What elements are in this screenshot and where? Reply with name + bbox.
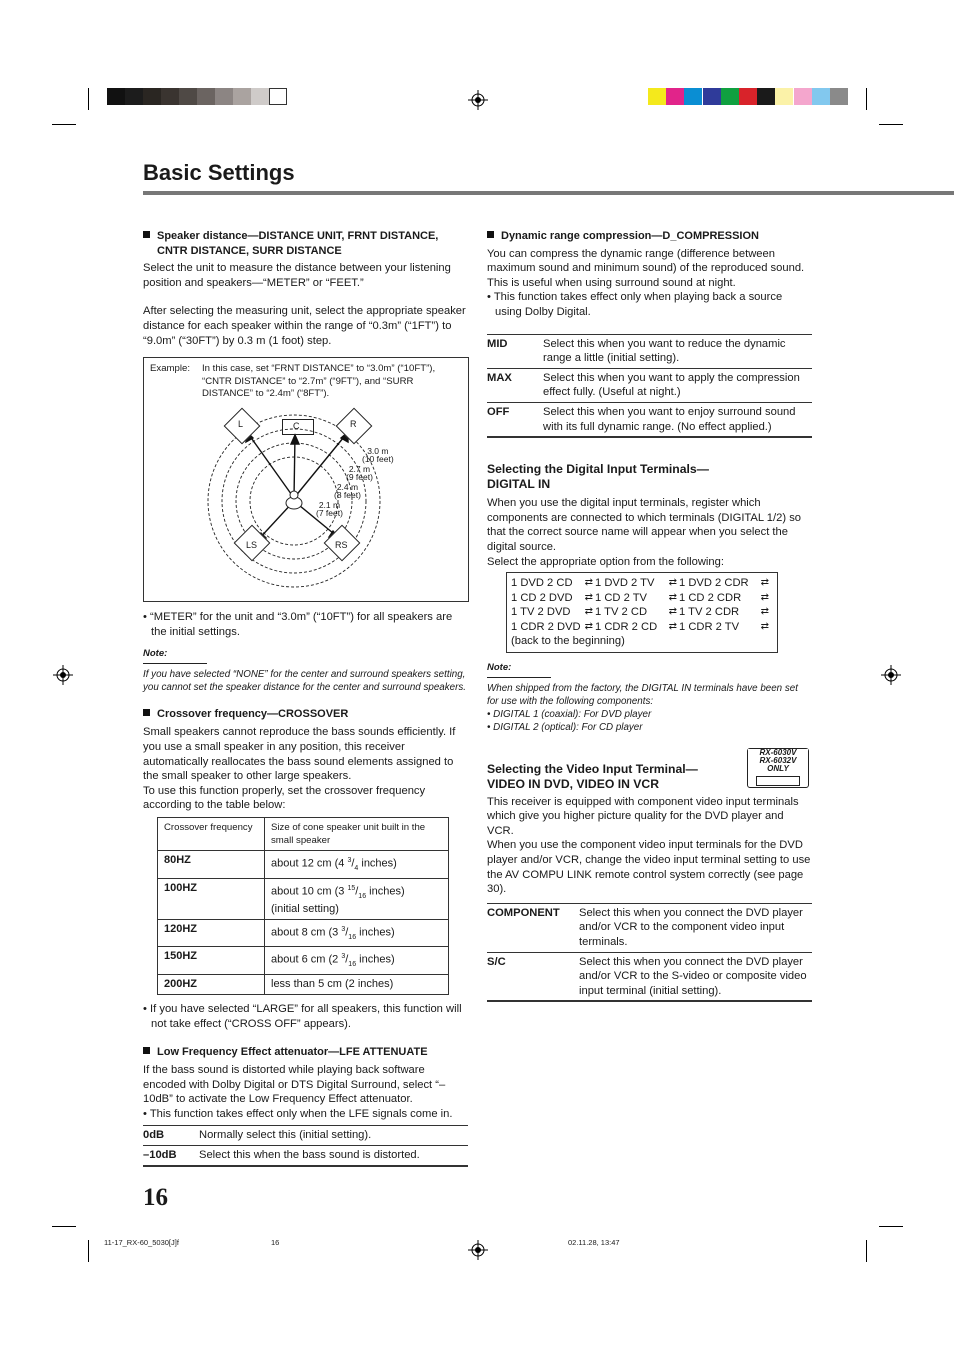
gray-swatch — [269, 88, 287, 105]
dynamic-range-table — [487, 334, 812, 439]
gray-swatch — [251, 88, 269, 105]
option-item: 1 CD 2 DVD — [511, 591, 573, 604]
option-item: 1 CD 2 CDR — [679, 591, 742, 604]
cycle-arrow-icon: ⇄ — [584, 606, 593, 618]
speaker-distance-para2: After selecting the measuring unit, select the appropriate speaker distance for each speaker within the range of “0.3m” (“1FT”) to “9.0m” (“30FT”) by 0.3 m (1 foot) step. — [143, 305, 466, 347]
gray-swatch — [179, 88, 197, 105]
lfe-heading: Low Frequency Effect attenuator—LFE ATTENUATE — [143, 1045, 468, 1060]
cycle-arrow-icon: ⇄ — [668, 606, 677, 618]
video-in-para: This receiver is equipped with component video input terminals which give you higher picture quality for the DVD player and VCR. When you use the component video input terminals for the DVD player and/or VCR, change the video input terminal setting to use the AV COMPU LINK remote control system correctly (see page 30). — [487, 795, 811, 896]
table-cell: about 8 cm (3 $^3/_{16}$ inches) — [265, 919, 449, 947]
dynamic-range-para: You can compress the dynamic range (difference between maximum sound and minimum sound) of the reproduced sound. This is useful when using surround sound at night. — [487, 247, 805, 289]
speaker-rs-label: RS — [335, 540, 348, 550]
cycle-arrow-icon: ⇄ — [584, 591, 593, 603]
square-bullet-icon — [487, 231, 494, 238]
option-item: 1 CDR 2 TV — [679, 620, 740, 633]
option-item: 1 DVD 2 CD — [511, 577, 573, 590]
gray-swatch — [215, 88, 233, 105]
color-swatch — [739, 88, 757, 105]
option-item: 1 TV 2 CD — [595, 606, 648, 619]
gray-swatch — [143, 88, 161, 105]
video-in-heading: Selecting the Video Input Terminal— — [487, 761, 698, 776]
table-header: Crossover frequency — [158, 817, 265, 850]
table-row — [143, 1146, 468, 1166]
left-column — [143, 229, 468, 348]
registration-target-icon — [468, 1240, 488, 1260]
table-cell: about 10 cm (3 $^{15}/_{16}$ inches) (initial setting) — [265, 878, 449, 919]
footer-date: 02.11.28, 13:47 — [568, 1238, 620, 1247]
option-item: 1 CDR 2 CD — [595, 620, 658, 633]
lfe-para: If the bass sound is distorted while playing back software encoded with Dolby Digital or DTS Digital Surround, select “–10dB” to activate the Low Frequency Effect attenuator. — [143, 1064, 446, 1106]
dynamic-range-heading: Dynamic range compression—D_COMPRESSION — [487, 229, 812, 244]
video-in-table — [487, 903, 812, 1003]
color-swatch — [648, 88, 666, 105]
option-desc: Normally select this (initial setting). — [199, 1129, 372, 1142]
cycle-arrow-icon: ⇄ — [584, 620, 593, 632]
square-bullet-icon — [143, 231, 150, 238]
color-swatch — [757, 88, 775, 105]
ring-label-30: 3.0 m (10 feet) — [362, 446, 394, 464]
speaker-distance-note: If you have selected “NONE” for the center and surround speakers setting, you cannot set the speaker distance for the center and surround speakers. — [143, 668, 466, 693]
table-cell: 120HZ — [158, 919, 265, 947]
square-bullet-icon — [143, 709, 150, 716]
speaker-distance-heading: Speaker distance—DISTANCE UNIT, FRNT DISTANCE, — [143, 229, 468, 244]
table-row — [158, 850, 449, 878]
crop-mark — [52, 124, 76, 125]
footer-file: 11-17_RX-60_5030[J]f — [104, 1238, 179, 1247]
table-row — [158, 878, 449, 919]
option-desc: Select this when you want to apply the compression effect fully. (Useful at night.) — [543, 371, 800, 399]
cycle-arrow-icon: ⇄ — [760, 620, 769, 632]
cycle-arrow-icon: ⇄ — [760, 577, 769, 589]
color-swatch — [794, 88, 812, 105]
table-cell: 200HZ — [158, 975, 265, 995]
footer-page: 16 — [271, 1238, 280, 1247]
crop-mark — [879, 1226, 903, 1227]
option-item: 1 CDR 2 DVD — [511, 620, 581, 633]
table-cell: 100HZ — [158, 878, 265, 919]
digital-in-note: When shipped from the factory, the DIGITAL IN terminals have been set for use with the following components: • DIGITAL 1 (coaxial): For DVD player • DIGITAL 2 (optical): For CD player — [487, 682, 798, 733]
color-swatch — [830, 88, 848, 105]
option-item: 1 CD 2 TV — [595, 591, 648, 604]
option-desc: Select this when you want to reduce the dynamic range a little (initial setting). — [543, 337, 786, 365]
ring-label-27: 2.7 m (9 feet) — [346, 464, 373, 482]
title-rule — [143, 191, 954, 195]
cycle-arrow-icon: ⇄ — [668, 577, 677, 589]
lfe-table — [143, 1125, 468, 1166]
color-swatch — [666, 88, 684, 105]
digital-in-heading-2: DIGITAL IN — [487, 477, 551, 492]
crop-mark — [88, 1240, 89, 1262]
table-row — [143, 1126, 468, 1146]
option-item: 1 TV 2 DVD — [511, 606, 571, 619]
speaker-distance-heading-2: CNTR DISTANCE, SURR DISTANCE — [157, 244, 342, 257]
options-row — [511, 591, 773, 606]
option-key: COMPONENT — [487, 906, 560, 919]
table-header: Size of cone speaker unit built in the small speaker — [265, 817, 449, 850]
option-key: S/C — [487, 955, 506, 968]
speaker-l-label: L — [238, 419, 244, 429]
color-swatch — [703, 88, 721, 105]
speaker-distance-bullet: • “METER” for the unit and “3.0m” (“10FT”) for all speakers are the initial settings. — [143, 611, 453, 638]
options-back: (back to the beginning) — [511, 635, 625, 648]
cycle-arrow-icon: ⇄ — [668, 620, 677, 632]
ring-label-21: 2.1 m (7 feet) — [316, 500, 343, 518]
crossover-para: Small speakers cannot reproduce the bass sounds efficiently. If you use a small speaker in any position, this receiver automatically reallocates the bass sound elements assigned to the small speaker to other large speakers. To use this function properly, set the crossover frequency according to the table below: — [143, 726, 456, 812]
registration-target-icon — [468, 90, 488, 110]
table-cell: about 12 cm (4 $^3/_4$ inches) — [265, 850, 449, 878]
option-desc: Select this when the bass sound is distorted. — [199, 1149, 420, 1162]
example-diagram-box — [143, 357, 469, 602]
option-key: MAX — [487, 371, 512, 384]
color-swatch — [775, 88, 793, 105]
option-item: 1 DVD 2 CDR — [679, 577, 749, 590]
right-column — [487, 229, 812, 1002]
square-bullet-icon — [143, 1047, 150, 1054]
table-header-row — [158, 817, 449, 850]
gray-swatch — [107, 88, 125, 105]
gray-swatch — [197, 88, 215, 105]
cycle-arrow-icon: ⇄ — [584, 577, 593, 589]
crop-mark — [879, 124, 903, 125]
speaker-c-label: C — [293, 421, 300, 431]
digital-in-options-box — [506, 572, 778, 653]
option-key: MID — [487, 337, 508, 350]
gray-swatch — [161, 88, 179, 105]
dynamic-range-bullet: • This function takes effect only when playing back a source using Dolby Digital. — [487, 291, 783, 318]
speaker-layout-diagram — [144, 358, 468, 601]
table-cell: about 6 cm (2 $^3/_{16}$ inches) — [265, 947, 449, 975]
table-cell: 80HZ — [158, 850, 265, 878]
table-cell: 150HZ — [158, 947, 265, 975]
digital-in-heading: Selecting the Digital Input Terminals— — [487, 462, 709, 477]
option-key: OFF — [487, 405, 510, 418]
left-column-2 — [143, 610, 468, 1167]
color-swatch — [812, 88, 830, 105]
speaker-r-label: R — [350, 419, 357, 429]
option-desc: Select this when you connect the DVD player and/or VCR to the component video input terminals. — [579, 906, 803, 948]
crop-mark — [52, 1226, 76, 1227]
crop-mark — [866, 88, 867, 110]
table-row — [158, 947, 449, 975]
options-row — [511, 576, 773, 591]
cycle-arrow-icon: ⇄ — [760, 606, 769, 618]
table-row — [487, 368, 812, 402]
crop-mark — [88, 88, 89, 110]
table-row — [158, 919, 449, 947]
option-key: –10dB — [143, 1149, 177, 1162]
ring-label-24: 2.4 m (8 feet) — [334, 482, 361, 500]
note-label: Note: — [143, 647, 207, 664]
color-swatch — [721, 88, 739, 105]
digital-in-para: When you use the digital input terminals, register which components are connected to which terminals (DIGITAL 1/2) so that the correct source name will appear when you select the digital source. Select the appropriate option from the following: — [487, 497, 802, 568]
example-text: In this case, set “FRNT DISTANCE” to “3.0m” (“10FT”), “CNTR DISTANCE” to “2.7m” (“9FT”), and “SURR DISTANCE” to “2.4m” (“8FT”). — [202, 363, 436, 400]
option-item: 1 TV 2 CDR — [679, 606, 740, 619]
table-row — [487, 334, 812, 368]
page-title: Basic Settings — [143, 160, 295, 185]
table-row — [487, 903, 812, 952]
example-label: Example: — [150, 363, 190, 374]
table-cell: less than 5 cm (2 inches) — [265, 975, 449, 995]
table-row — [158, 975, 449, 995]
note-label: Note: — [487, 661, 551, 678]
lfe-bullet: • This function takes effect only when the LFE signals come in. — [143, 1107, 453, 1120]
registration-target-icon — [881, 665, 901, 685]
options-row — [511, 620, 773, 635]
table-row — [487, 952, 812, 1001]
options-row — [511, 605, 773, 620]
option-desc: Select this when you want to enjoy surround sound with its full dynamic range. (No effect applied.) — [543, 405, 796, 433]
gray-swatch — [125, 88, 143, 105]
crop-mark — [866, 1240, 867, 1262]
gray-swatch — [233, 88, 251, 105]
crossover-heading: Crossover frequency—CROSSOVER — [143, 707, 468, 722]
speaker-ls-label: LS — [246, 540, 258, 550]
option-item: 1 DVD 2 TV — [595, 577, 655, 590]
registration-target-icon — [53, 665, 73, 685]
receiver-icon — [756, 776, 800, 786]
crossover-table — [157, 817, 449, 995]
table-row — [487, 402, 812, 437]
crossover-bullet: • If you have selected “LARGE” for all speakers, this function will not take effect (“CROSS OFF” appears). — [143, 1003, 462, 1030]
option-key: 0dB — [143, 1129, 165, 1142]
option-desc: Select this when you connect the DVD player and/or VCR to the S-video or composite video input terminal (initial setting). — [579, 955, 807, 997]
speaker-distance-para1: Select the unit to measure the distance between your listening position and speakers—“METER” or “FEET.” — [143, 262, 451, 289]
model-badge: RX-6030V RX-6032V ONLY — [747, 748, 809, 788]
color-swatch — [684, 88, 702, 105]
cycle-arrow-icon: ⇄ — [760, 591, 769, 603]
cycle-arrow-icon: ⇄ — [668, 591, 677, 603]
page-number: 16 — [143, 1184, 168, 1211]
video-in-heading-2: VIDEO IN DVD, VIDEO IN VCR — [487, 776, 660, 791]
